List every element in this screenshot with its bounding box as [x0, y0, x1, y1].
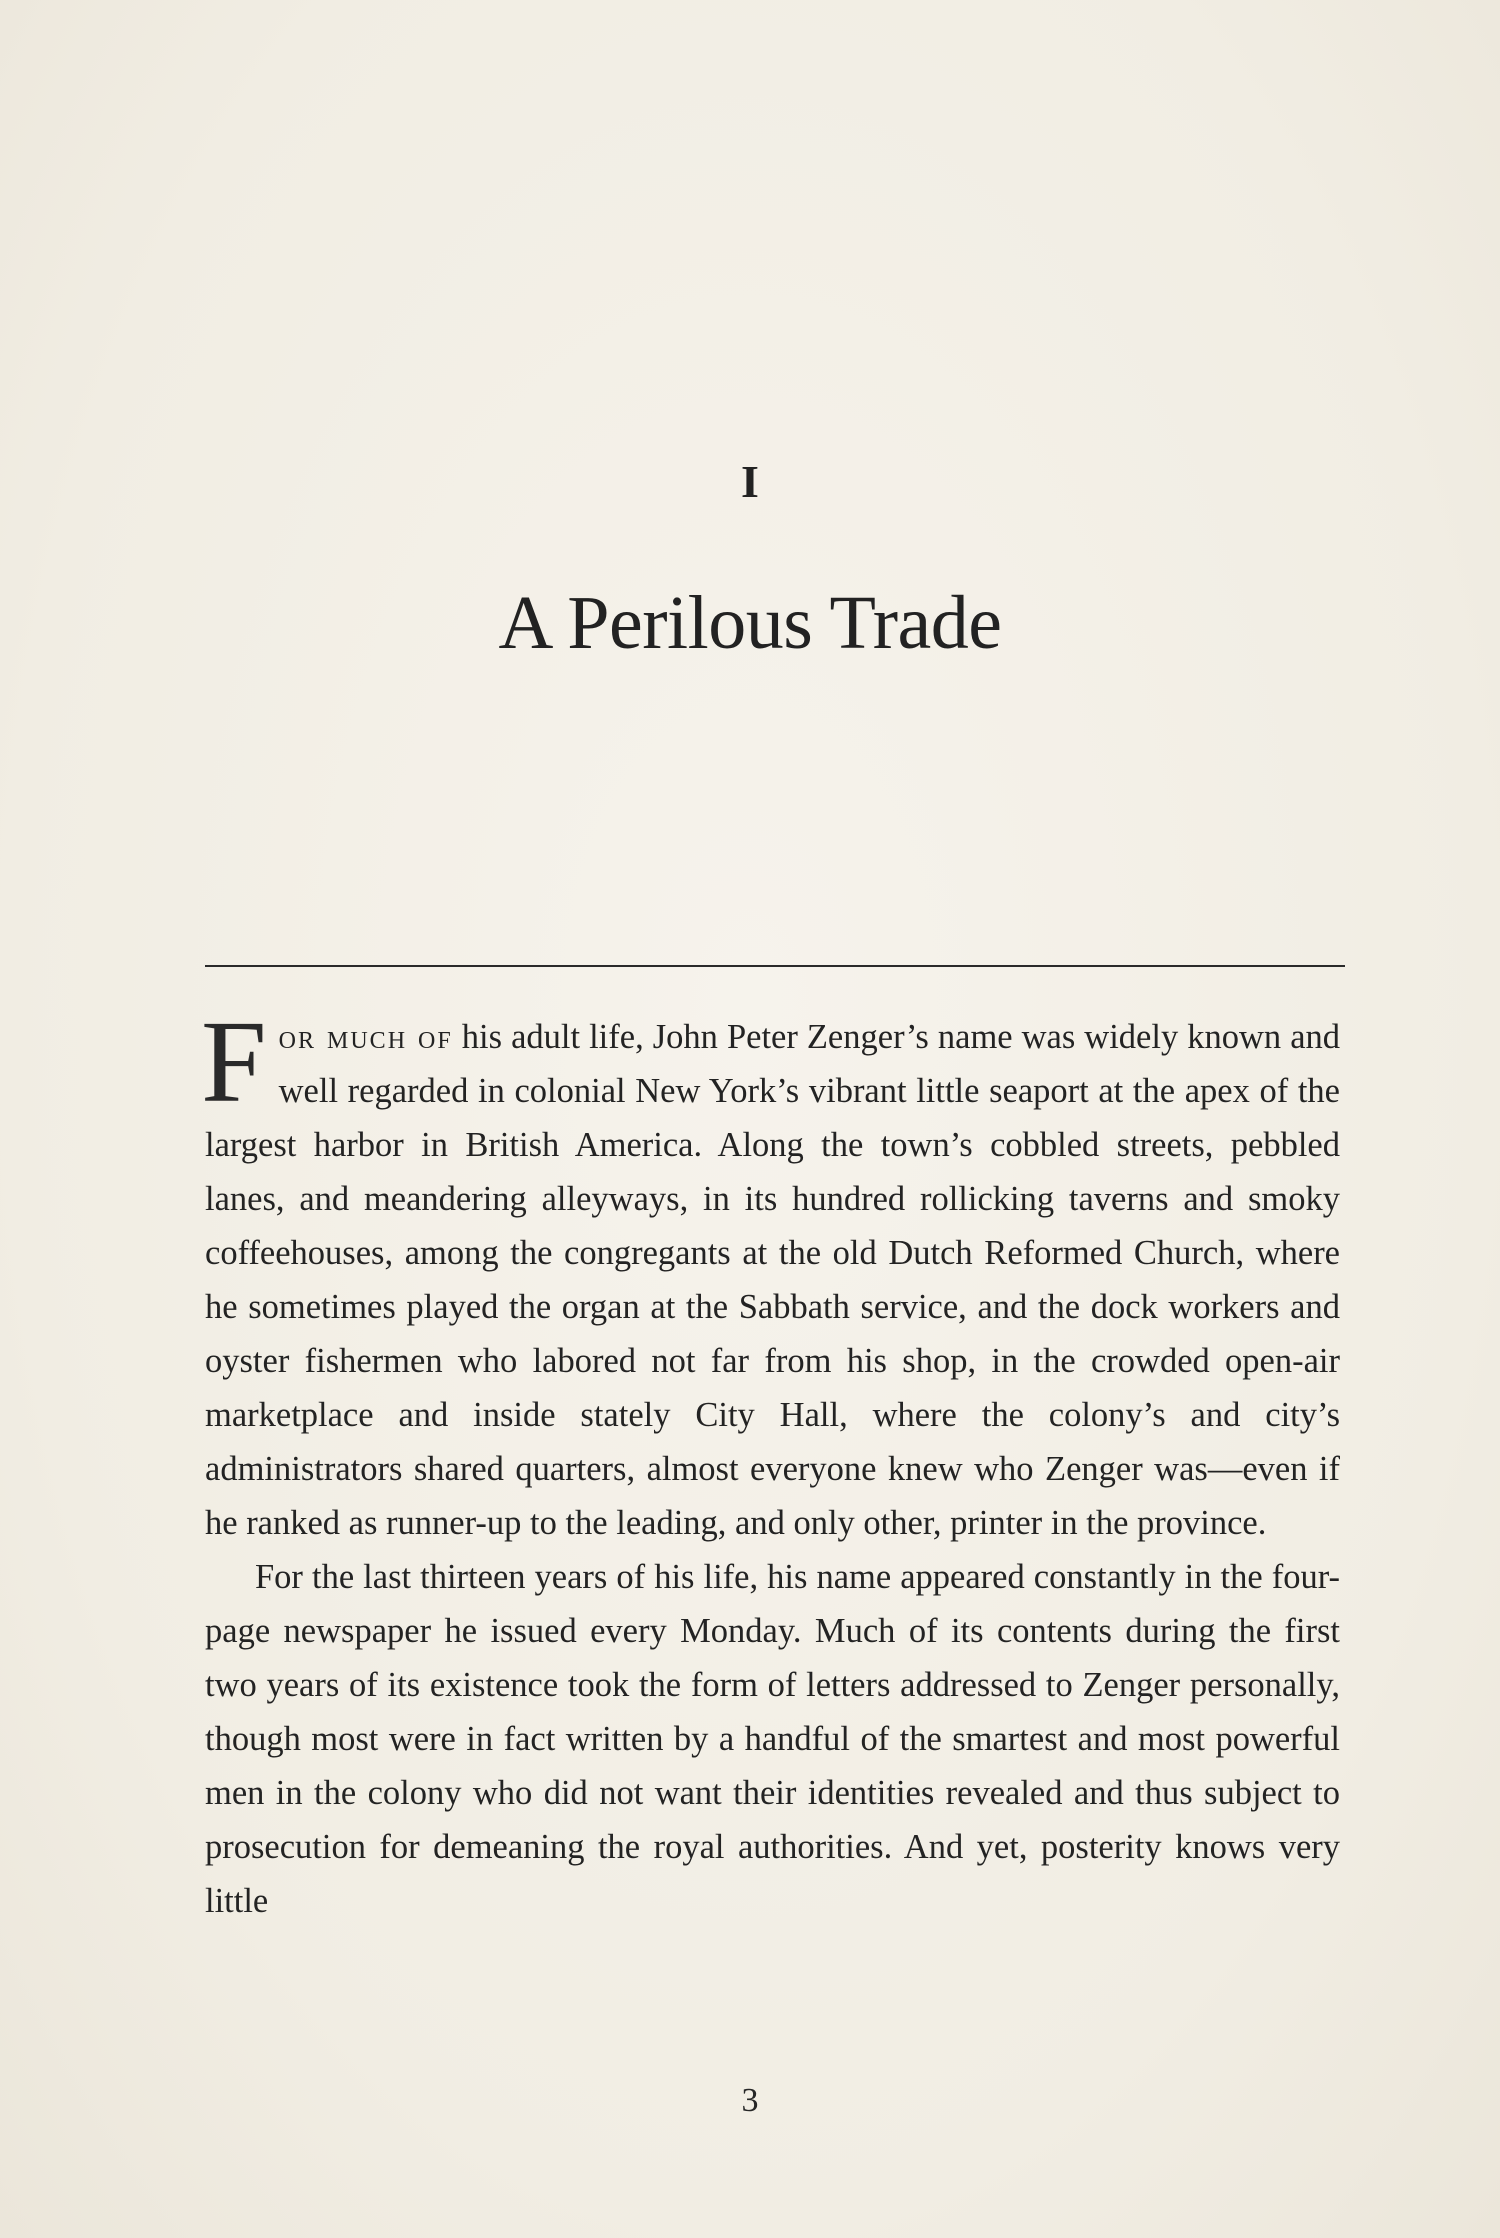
chapter-title: A Perilous Trade [498, 581, 1002, 665]
paragraph-2: For the last thirteen years of his life, his name appeared constantly in the four-page newspaper he issued every Monday. Much of its contents during the first two years of its existence took the form of letters addressed to Zenger personally, though most were in fact written by a handful of the smartest and most powerful men in the colony who did not want their identities revealed and thus subject to prosecution for demeaning the royal authorities. And yet, posterity knows very little [205, 1558, 1340, 1920]
chapter-number: I [741, 456, 759, 507]
paragraph-1-text: his adult life, John Peter Zenger’s name was widely known and well regarded in colonial New York’s vibrant little seaport at the apex of the largest harbor in British America. Along the town’s cobbled streets, pebbled lanes, and meandering alleyways, in its hundred rollicking taverns and smoky coffeehouses, among the congregants at the old Dutch Reformed Church, where he sometimes played the organ at the Sabbath service, and the dock workers and oyster fishermen who labored not far from his shop, in the crowded open-air marketplace and inside stately City Hall, where the colony’s and city’s administrators shared quarters, almost everyone knew who Zenger was—even if he ranked as runner-up to the leading, and only other, printer in the province. [205, 1018, 1341, 1542]
paragraph-1 [201, 996, 1341, 1550]
page-number: 3 [741, 2082, 759, 2119]
lead-in-smallcaps: or much of [278, 1018, 453, 1056]
chapter-body [201, 996, 1341, 1928]
chapter-divider-rule [205, 965, 1345, 967]
drop-cap: F [201, 996, 267, 1127]
